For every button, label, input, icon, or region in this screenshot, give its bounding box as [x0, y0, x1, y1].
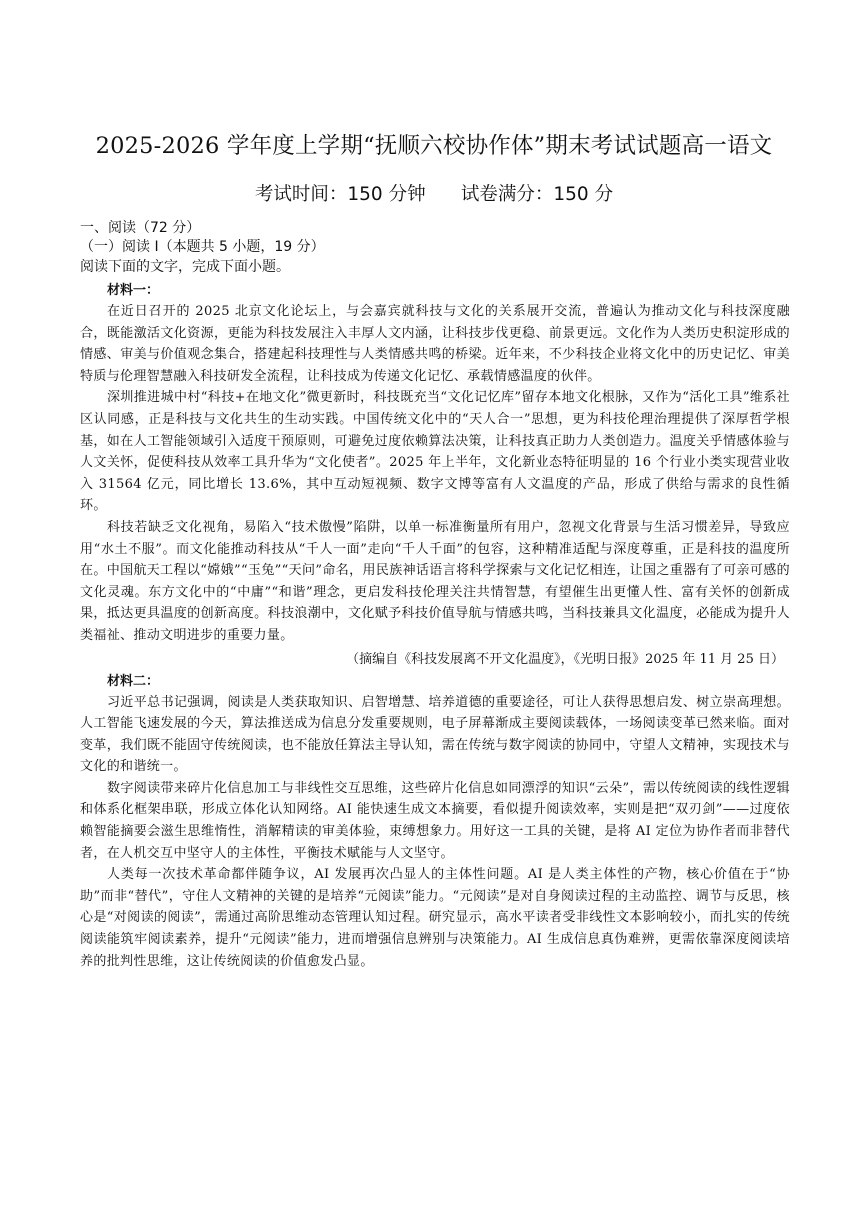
material2-paragraph: 数字阅读带来碎片化信息加工与非线性交互思维，这些碎片化信息如同漂浮的知识“云朵”，需以传统阅读的线性逻辑和体系化框架串联，形成立体化认知网络。AI 能快速生成文本摘要，看似提升阅读效率，实则是把“双刃剑”——过度依赖智能摘要会滋生思维惰性，消解精读的审美体验，束缚想象力。用好这一工具的关键，是将 AI 定位为协作者而非替代者，在人机交互中坚守人的主体性，平衡技术赋能与人文坚守。 [80, 780, 790, 861]
material2-label: 材料二： [107, 673, 160, 689]
reading-instruction: 阅读下面的文字，完成下面小题。 [80, 259, 290, 275]
material1-paragraph: 深圳推进城中村“科技+在地文化”微更新时，科技既充当“文化记忆库”留存本地文化根脉，又作为“活化工具”维系社区认同感，正是科技与文化共生的生动实践。中国传统文化中的“天人合一”思想，更为科技伦理治理提供了深厚哲学根基，如在人工智能领域引入适度干预原则，可避免过度依赖算法决策，让科技真正助力人类创造力。温度关乎情感体验与人文关怀，促使科技从效率工具升华为“文化使者”。2025 年上半年，文化新业态特征明显的 16 个行业小类实现营业收入 31564 亿元，同比增长 13.6%，其中互动短视频、数字文博等富有人文温度的产品，形成了供给与需求的良性循环。 [80, 390, 790, 514]
material1-paragraph: 科技若缺乏文化视角，易陷入“技术傲慢”陷阱，以单一标准衡量所有用户，忽视文化背景与生活习惯差异，导致应用“水土不服”。而文化能推动科技从“千人一面”走向“千人千面”的包容，这种精准适配与深度尊重，正是科技的温度所在。中国航天工程以“嫦娥”“玉兔”“天问”命名，用民族神话语言将科学探索与文化记忆相连，让国之重器有了可亲可感的文化灵魂。东方文化中的“中庸”“和谐”理念，更启发科技伦理关注共情智慧，有望催生出更懂人性、富有关怀的创新成果，抵达更具温度的创新高度。科技浪潮中，文化赋予科技价值导航与情感共鸣，当科技兼具文化温度，必能成为提升人类福祉、推动文明进步的重要力量。 [80, 519, 790, 643]
sub-section-heading: （一）阅读 I（本题共 5 小题，19 分） [80, 239, 325, 255]
exam-content [80, 219, 790, 972]
material1-source: （摘编自《科技发展离不开文化温度》，《光明日报》2025 年 11 月 25 日） [346, 651, 784, 667]
exam-info [0, 180, 868, 206]
material1-paragraph: 在近日召开的 2025 北京文化论坛上，与会嘉宾就科技与文化的关系展开交流，普遍认为推动文化与科技深度融合，既能激活文化资源，更能为科技发展注入丰厚人文内涵，让科技步伐更稳、前景更远。文化作为人类历史积淀形成的情感、审美与价值观念集合，搭建起科技理性与人类情感共鸣的桥梁。近年来，不少科技企业将文化中的历史记忆、审美特质与伦理智慧融入科技研发全流程，让科技成为传递文化记忆、承载情感温度的伙伴。 [80, 304, 790, 384]
section-heading: 一、阅读（72 分） [80, 220, 201, 236]
material1-label: 材料一： [107, 283, 160, 298]
material2-paragraph: 习近平总书记强调，阅读是人类获取知识、启智增慧、培养道德的重要途径，可让人获得思想启发、树立崇高理想。人工智能飞速发展的今天，算法推送成为信息分发重要规则，电子屏幕渐成主要阅读载体，一场阅读变革已然来临。面对变革，我们既不能固守传统阅读，也不能放任算法主导认知，需在传统与数字阅读的协同中，守望人文精神，实现技术与文化的和谐统一。 [80, 694, 790, 775]
exam-time: 考试时间：150 分钟 [254, 184, 426, 205]
full-score: 试卷满分：150 分 [460, 184, 614, 205]
material2-paragraph: 人类每一次技术革命都伴随争议，AI 发展再次凸显人的主体性问题。AI 是人类主体性的产物，核心价值在于“协助”而非“替代”，守住人文精神的关键的是培养“元阅读”能力。“元阅读”是对自身阅读过程的主动监控、调节与反思，核心是“对阅读的阅读”，需通过高阶思维动态管理认知过程。研究显示，高水平读者受非线性文本影响较小，而扎实的传统阅读能筑牢阅读素养，提升“元阅读”能力，进而增强信息辨别与决策能力。AI 生成信息真伪难辨，更需依靠深度阅读培养的批判性思维，这让传统阅读的价值愈发凸显。 [80, 867, 790, 969]
exam-title: 2025-2026 学年度上学期“抚顺六校协作体”期末考试试题高一语文 [95, 133, 773, 159]
